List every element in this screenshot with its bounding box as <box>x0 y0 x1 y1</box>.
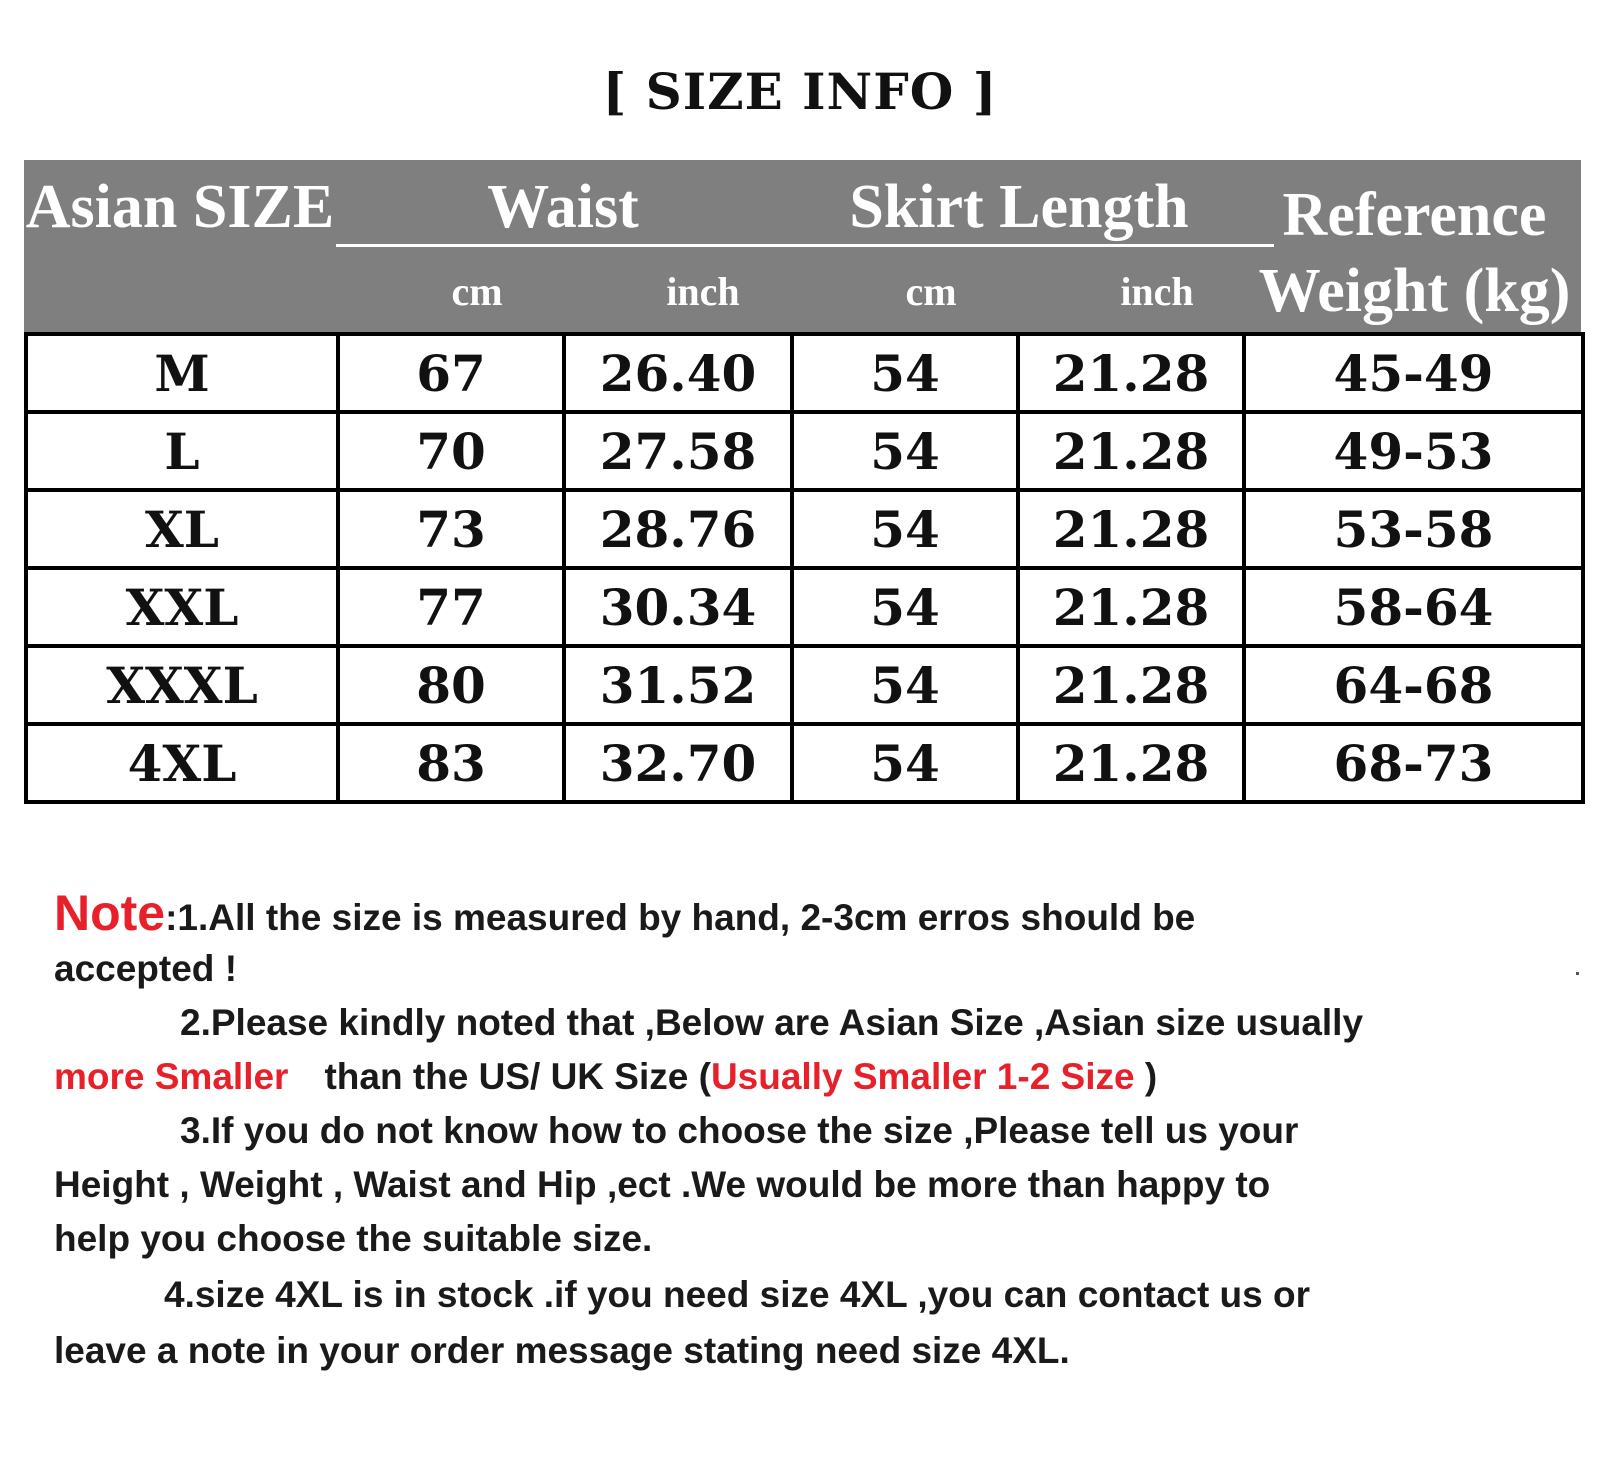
cell-weight: 58-64 <box>1244 568 1583 646</box>
note-line-4b: leave a note in your order message stating need size 4XL. <box>54 1330 1070 1371</box>
note-line-3: 3.If you do not know how to choose the size ,Please tell us your <box>180 1110 1299 1151</box>
size-table-body <box>24 332 1585 804</box>
cell-length-inch: 21.28 <box>1018 568 1244 646</box>
header-reference: Reference <box>1282 181 1547 249</box>
cell-waist-cm: 80 <box>338 646 564 724</box>
note-line-4: 4.size 4XL is in stock .if you need size 4XL ,you can contact us or <box>164 1274 1311 1315</box>
table-row <box>26 412 1583 490</box>
cell-waist-inch: 32.70 <box>564 724 792 802</box>
cell-waist-inch: 28.76 <box>564 490 792 568</box>
cell-length-inch: 21.28 <box>1018 724 1244 802</box>
cell-length-inch: 21.28 <box>1018 334 1244 412</box>
header-skirt-length: Skirt Length <box>849 173 1189 241</box>
cell-length-inch: 21.28 <box>1018 646 1244 724</box>
table-row <box>26 490 1583 568</box>
cell-weight: 53-58 <box>1244 490 1583 568</box>
cell-size: XL <box>26 490 338 568</box>
note-line-3c: help you choose the suitable size. <box>54 1218 653 1259</box>
header-waist: Waist <box>487 173 639 241</box>
table-row <box>26 568 1583 646</box>
cell-weight: 49-53 <box>1244 412 1583 490</box>
cell-size: XXXL <box>26 646 338 724</box>
header-unit-waist-cm: cm <box>451 269 503 314</box>
note-label: Note <box>54 885 166 941</box>
cell-waist-inch: 31.52 <box>564 646 792 724</box>
cell-waist-cm: 67 <box>338 334 564 412</box>
note-line-1b: accepted ! <box>54 948 238 989</box>
stray-dot <box>1576 972 1579 975</box>
cell-size: XXL <box>26 568 338 646</box>
cell-length-cm: 54 <box>792 334 1018 412</box>
cell-length-inch: 21.28 <box>1018 490 1244 568</box>
header-unit-length-cm: cm <box>905 269 957 314</box>
note-line-2b <box>54 1056 1157 1098</box>
cell-size: M <box>26 334 338 412</box>
header-divider-skirt <box>806 244 1274 247</box>
cell-length-cm: 54 <box>792 490 1018 568</box>
size-chart-header <box>24 160 1581 332</box>
cell-size: 4XL <box>26 724 338 802</box>
note-2-usually-smaller: Usually Smaller 1-2 Size <box>710 1056 1135 1097</box>
header-divider-waist <box>336 244 806 247</box>
note-line-3b: Height , Weight , Waist and Hip ,ect .We would be more than happy to <box>54 1164 1271 1205</box>
cell-waist-inch: 27.58 <box>564 412 792 490</box>
note-2-more-smaller: more Smaller <box>54 1056 289 1097</box>
table-row <box>26 334 1583 412</box>
note-2-end: ) <box>1134 1056 1158 1097</box>
cell-waist-cm: 73 <box>338 490 564 568</box>
note-line-2: 2.Please kindly noted that ,Below are Asian Size ,Asian size usually <box>180 1002 1364 1043</box>
cell-length-inch: 21.28 <box>1018 412 1244 490</box>
table-row <box>26 724 1583 802</box>
cell-length-cm: 54 <box>792 568 1018 646</box>
cell-waist-inch: 30.34 <box>564 568 792 646</box>
cell-weight: 64-68 <box>1244 646 1583 724</box>
header-asian-size: Asian SIZE <box>25 173 335 241</box>
page-title: [ SIZE INFO ] <box>602 62 998 121</box>
cell-length-cm: 54 <box>792 646 1018 724</box>
note-1-text: :1.All the size is measured by hand, 2-3cm erros should be <box>165 897 1196 938</box>
cell-waist-cm: 83 <box>338 724 564 802</box>
header-unit-length-inch: inch <box>1120 269 1194 314</box>
note-2-mid: than the US/ UK Size ( <box>324 1056 711 1097</box>
cell-length-cm: 54 <box>792 724 1018 802</box>
cell-weight: 68-73 <box>1244 724 1583 802</box>
header-unit-waist-inch: inch <box>666 269 740 314</box>
note-line-1 <box>54 884 1195 942</box>
header-weight-kg: Weight (kg) <box>1258 257 1571 325</box>
cell-length-cm: 54 <box>792 412 1018 490</box>
cell-waist-cm: 77 <box>338 568 564 646</box>
table-row <box>26 646 1583 724</box>
size-chart <box>24 160 1581 804</box>
cell-weight: 45-49 <box>1244 334 1583 412</box>
cell-waist-cm: 70 <box>338 412 564 490</box>
cell-waist-inch: 26.40 <box>564 334 792 412</box>
cell-size: L <box>26 412 338 490</box>
